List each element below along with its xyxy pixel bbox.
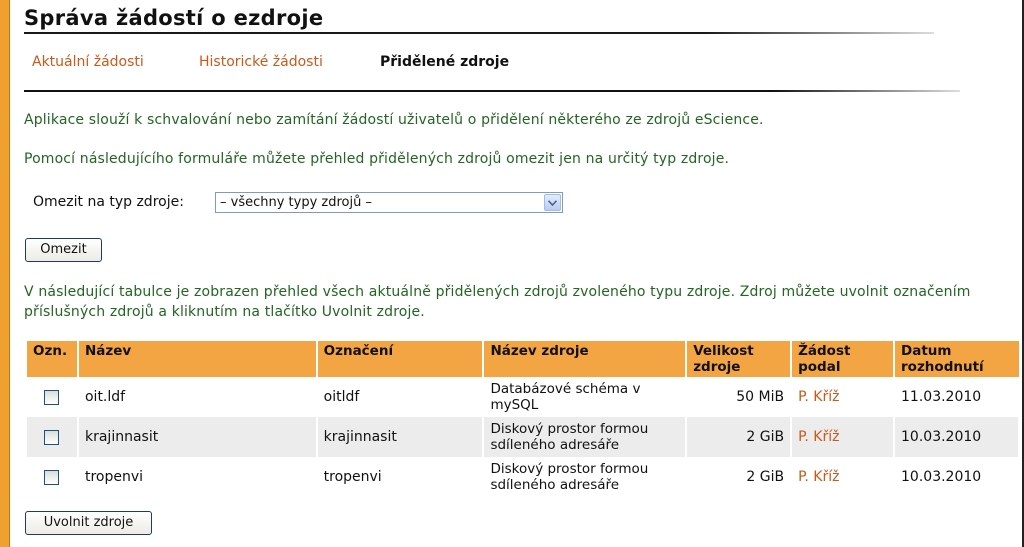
- cell-mark: krajinnasit: [317, 417, 484, 457]
- cell-requested-by[interactable]: P. Kříž: [791, 377, 894, 417]
- col-header-requested-by: Žádost podal: [791, 341, 894, 377]
- cell-resource-name: Diskový prostor formou sdíleného adresáře: [483, 457, 686, 497]
- col-header-check: Ozn.: [27, 341, 78, 377]
- cell-name: krajinnasit: [78, 417, 317, 457]
- row-checkbox[interactable]: [44, 390, 59, 405]
- col-header-name: Název: [78, 341, 317, 377]
- chevron-down-icon[interactable]: [544, 194, 561, 211]
- table-row: [27, 377, 1019, 417]
- col-header-resource-name: Název zdroje: [483, 341, 686, 377]
- intro-text-1: Aplikace slouží k schvalování nebo zamítání žádostí uživatelů o přidělení některého ze zdrojů eScience.: [24, 112, 764, 128]
- cell-size: 50 MiB: [686, 377, 791, 417]
- cell-decision-date: 10.03.2010: [894, 457, 1019, 497]
- row-checkbox[interactable]: [44, 430, 59, 445]
- tab-current-requests[interactable]: Aktuální žádosti: [32, 54, 144, 70]
- cell-resource-name: Diskový prostor formou sdíleného adresáře: [483, 417, 686, 457]
- cell-requested-by[interactable]: P. Kříž: [791, 457, 894, 497]
- title-divider: [24, 32, 934, 34]
- allocated-resources-table: [27, 341, 1020, 497]
- resource-type-select-value: – všechny typy zdrojů –: [220, 195, 372, 210]
- row-checkbox[interactable]: [44, 470, 59, 485]
- cell-mark: oitldf: [317, 377, 484, 417]
- tabs-divider: [24, 90, 960, 92]
- table-note: V následující tabulce je zobrazen přehled všech aktuálně přidělených zdrojů zvoleného typu zdroje. Zdroj můžete uvolnit označením příslušných zdrojů a kliknutím na tlačítko Uvolnit zdroje.: [24, 284, 971, 320]
- cell-decision-date: 10.03.2010: [894, 417, 1019, 457]
- tab-allocated-resources[interactable]: Přidělené zdroje: [380, 54, 510, 70]
- cell-mark: tropenvi: [317, 457, 484, 497]
- table-row: [27, 417, 1019, 457]
- table-row: [27, 457, 1019, 497]
- filter-label: Omezit na typ zdroje:: [33, 194, 184, 210]
- left-accent-bar: [0, 0, 9, 547]
- cell-size: 2 GiB: [686, 417, 791, 457]
- filter-button[interactable]: Omezit: [25, 238, 102, 262]
- cell-resource-name: Databázové schéma v mySQL: [483, 377, 686, 417]
- cell-size: 2 GiB: [686, 457, 791, 497]
- col-header-size: Velikost zdroje: [686, 341, 791, 377]
- cell-name: tropenvi: [78, 457, 317, 497]
- resource-type-select[interactable]: [215, 192, 563, 213]
- intro-text-2: Pomocí následujícího formuláře můžete přehled přidělených zdrojů omezit jen na určitý typ zdroje.: [24, 151, 730, 167]
- cell-requested-by[interactable]: P. Kříž: [791, 417, 894, 457]
- release-resources-button[interactable]: Uvolnit zdroje: [25, 511, 152, 535]
- tab-historic-requests[interactable]: Historické žádosti: [199, 54, 323, 70]
- col-header-decision-date: Datum rozhodnutí: [894, 341, 1019, 377]
- cell-decision-date: 11.03.2010: [894, 377, 1019, 417]
- col-header-mark: Označení: [317, 341, 484, 377]
- page-title: Správa žádostí o ezdroje: [24, 6, 324, 30]
- left-accent-line: [9, 0, 10, 547]
- table-header-row: [27, 341, 1019, 377]
- cell-name: oit.ldf: [78, 377, 317, 417]
